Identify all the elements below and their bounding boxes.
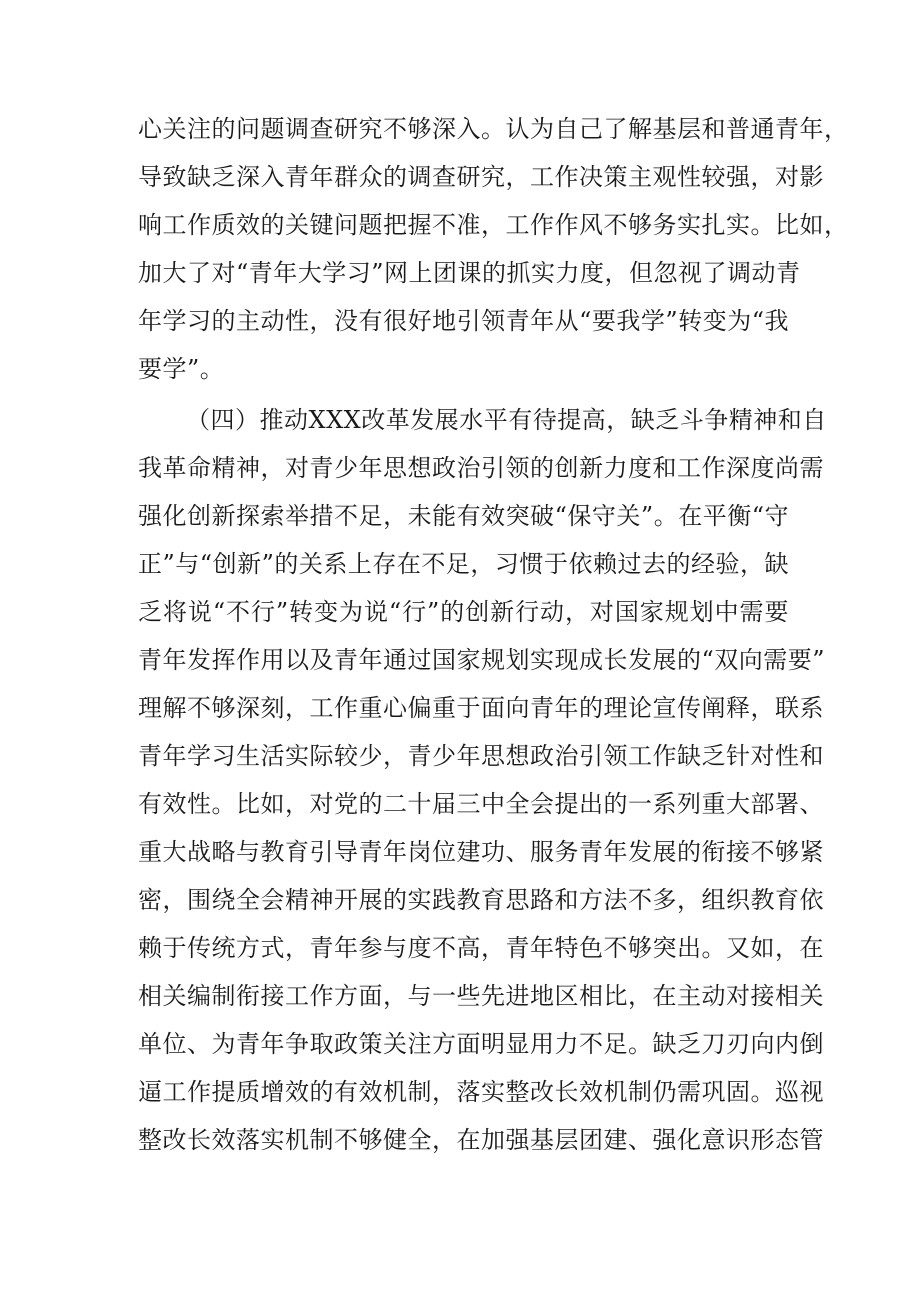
text-line: 心关注的问题调查研究不够深入。认为自己了解基层和普通青年， — [138, 115, 849, 143]
text-line: 加大了对“青年大学习”网上团课的抓实力度，但忽视了调动青 — [138, 259, 801, 287]
text-line: 青年学习生活实际较少，青少年思想政治引领工作缺乏针对性和 — [138, 742, 824, 770]
text-line: 赖于传统方式，青年参与度不高，青年特色不够突出。又如，在 — [138, 934, 824, 962]
text-line: 整改长效落实机制不够健全，在加强基层团建、强化意识形态管 — [138, 1126, 824, 1154]
text-line: 强化创新探索举措不足，未能有效突破“保守关”。在平衡“守 — [138, 502, 789, 530]
text-line: 单位、为青年争取政策关注方面明显用力不足。缺乏刀刃向内倒 — [138, 1030, 824, 1058]
text-line: 我革命精神，对青少年思想政治引领的创新力度和工作深度尚需 — [138, 454, 824, 482]
text-line: 导致缺乏深入青年群众的调查研究，工作决策主观性较强，对影 — [138, 163, 824, 191]
text-line: 正”与“创新”的关系上存在不足，习惯于依赖过去的经验，缺 — [138, 550, 789, 578]
text-line: 逼工作提质增效的有效机制，落实整改长效机制仍需巩固。巡视 — [138, 1078, 824, 1106]
text-line: 有效性。比如，对党的二十届三中全会提出的一系列重大部署、 — [138, 790, 824, 818]
section-heading-line: （四）推动XXX改革发展水平有待提高，缺乏斗争精神和自 — [186, 406, 827, 434]
text-line: 青年发挥作用以及青年通过国家规划实现成长发展的“双向需要” — [138, 646, 826, 674]
text-line: 要学”。 — [138, 355, 225, 383]
text-line: 理解不够深刻，工作重心偏重于面向青年的理论宣传阐释，联系 — [138, 694, 824, 722]
text-line: 年学习的主动性，没有很好地引领青年从“要我学”转变为“我 — [138, 307, 789, 335]
text-line: 乏将说“不行”转变为说“行”的创新行动，对国家规划中需要 — [138, 598, 789, 626]
text-line: 响工作质效的关键问题把握不准，工作作风不够务实扎实。比如， — [138, 211, 849, 239]
text-line: 重大战略与教育引导青年岗位建功、服务青年发展的衔接不够紧 — [138, 838, 824, 866]
text-line: 密，围绕全会精神开展的实践教育思路和方法不多，组织教育依 — [138, 886, 824, 914]
text-line: 相关编制衔接工作方面，与一些先进地区相比，在主动对接相关 — [138, 982, 824, 1010]
